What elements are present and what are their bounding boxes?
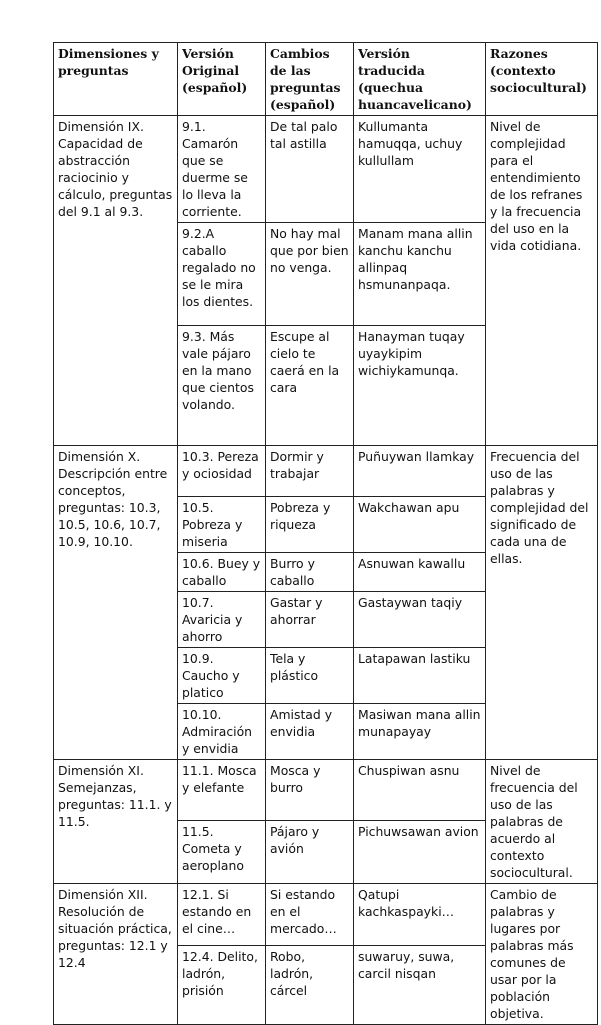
change-cell: Robo, ladrón, cárcel bbox=[266, 946, 354, 1025]
change-cell: No hay mal que por bien no venga. bbox=[266, 223, 354, 326]
table-row bbox=[54, 446, 598, 497]
translation-cell: Wakchawan apu bbox=[354, 497, 486, 553]
translation-cell: Manam mana allin kanchu kanchu allinpaq hsmunanpaqa. bbox=[354, 223, 486, 326]
original-cell: 9.2.A caballo regalado no se le mira los dientes. bbox=[178, 223, 266, 326]
dimension-cell: Dimensión IX. Capacidad de abstracción raciocinio y cálculo, preguntas del 9.1 al 9.3. bbox=[54, 116, 178, 446]
translation-cell: suwaruy, suwa, carcil nisqan bbox=[354, 946, 486, 1025]
translation-cell: Pichuwsawan avion bbox=[354, 821, 486, 884]
original-cell: 10.5. Pobreza y miseria bbox=[178, 497, 266, 553]
dimension-cell: Dimensión XII. Resolución de situación práctica, preguntas: 12.1 y 12.4 bbox=[54, 884, 178, 1025]
change-cell: Burro y caballo bbox=[266, 553, 354, 592]
original-cell: 12.1. Si estando en el cine… bbox=[178, 884, 266, 946]
original-cell: 10.6. Buey y caballo bbox=[178, 553, 266, 592]
translation-cell: Latapawan lastiku bbox=[354, 648, 486, 704]
change-cell: Pájaro y avión bbox=[266, 821, 354, 884]
reason-cell: Nivel de frecuencia del uso de las palabras de acuerdo al contexto sociocultural. bbox=[486, 760, 598, 884]
translation-cell: Hanayman tuqay uyaykipim wichiykamunqa. bbox=[354, 326, 486, 446]
table-row bbox=[54, 116, 598, 223]
dimension-cell: Dimensión X. Descripción entre conceptos, preguntas: 10.3, 10.5, 10.6, 10.7, 10.9, 10.10. bbox=[54, 446, 178, 760]
header-row bbox=[54, 43, 598, 116]
original-cell: 10.3. Pereza y ociosidad bbox=[178, 446, 266, 497]
change-cell: Tela y plástico bbox=[266, 648, 354, 704]
change-cell: Pobreza y riqueza bbox=[266, 497, 354, 553]
original-cell: 9.1. Camarón que se duerme se lo lleva la corriente. bbox=[178, 116, 266, 223]
translation-cell: Puñuywan llamkay bbox=[354, 446, 486, 497]
change-cell: Gastar y ahorrar bbox=[266, 592, 354, 648]
translation-cell: Asnuwan kawallu bbox=[354, 553, 486, 592]
translation-cell: Gastaywan taqiy bbox=[354, 592, 486, 648]
header-original-version: Versión Original (español) bbox=[178, 43, 266, 116]
translation-cell: Kullumanta hamuqqa, uchuy kullullam bbox=[354, 116, 486, 223]
original-cell: 12.4. Delito, ladrón, prisión bbox=[178, 946, 266, 1025]
original-cell: 10.7. Avaricia y ahorro bbox=[178, 592, 266, 648]
header-changes: Cambios de las preguntas (español) bbox=[266, 43, 354, 116]
translation-cell: Chuspiwan asnu bbox=[354, 760, 486, 821]
original-cell: 11.1. Mosca y elefante bbox=[178, 760, 266, 821]
header-reasons: Razones (contexto sociocultural) bbox=[486, 43, 598, 116]
change-cell: Mosca y burro bbox=[266, 760, 354, 821]
change-cell: Si estando en el mercado… bbox=[266, 884, 354, 946]
dimension-cell: Dimensión XI. Semejanzas, preguntas: 11.1. y 11.5. bbox=[54, 760, 178, 884]
table-row bbox=[54, 884, 598, 946]
translation-cell: Qatupi kachkaspayki… bbox=[354, 884, 486, 946]
change-cell: Escupe al cielo te caerá en la cara bbox=[266, 326, 354, 446]
original-cell: 9.3. Más vale pájaro en la mano que cientos volando. bbox=[178, 326, 266, 446]
reason-cell: Cambio de palabras y lugares por palabras más comunes de usar por la población objetiva. bbox=[486, 884, 598, 1025]
change-cell: Dormir y trabajar bbox=[266, 446, 354, 497]
reason-cell: Frecuencia del uso de las palabras y complejidad del significado de cada una de ellas. bbox=[486, 446, 598, 760]
original-cell: 11.5. Cometa y aeroplano bbox=[178, 821, 266, 884]
questions-table bbox=[53, 42, 598, 1025]
header-translated-version: Versión traducida (quechua huancavelicano) bbox=[354, 43, 486, 116]
table-row bbox=[54, 760, 598, 821]
original-cell: 10.10. Admiración y envidia bbox=[178, 704, 266, 760]
header-dimensions: Dimensiones y preguntas bbox=[54, 43, 178, 116]
change-cell: Amistad y envidia bbox=[266, 704, 354, 760]
original-cell: 10.9. Caucho y platico bbox=[178, 648, 266, 704]
reason-cell: Nivel de complejidad para el entendimiento de los refranes y la frecuencia del uso en la vida cotidiana. bbox=[486, 116, 598, 446]
change-cell: De tal palo tal astilla bbox=[266, 116, 354, 223]
translation-cell: Masiwan mana allin munapayay bbox=[354, 704, 486, 760]
